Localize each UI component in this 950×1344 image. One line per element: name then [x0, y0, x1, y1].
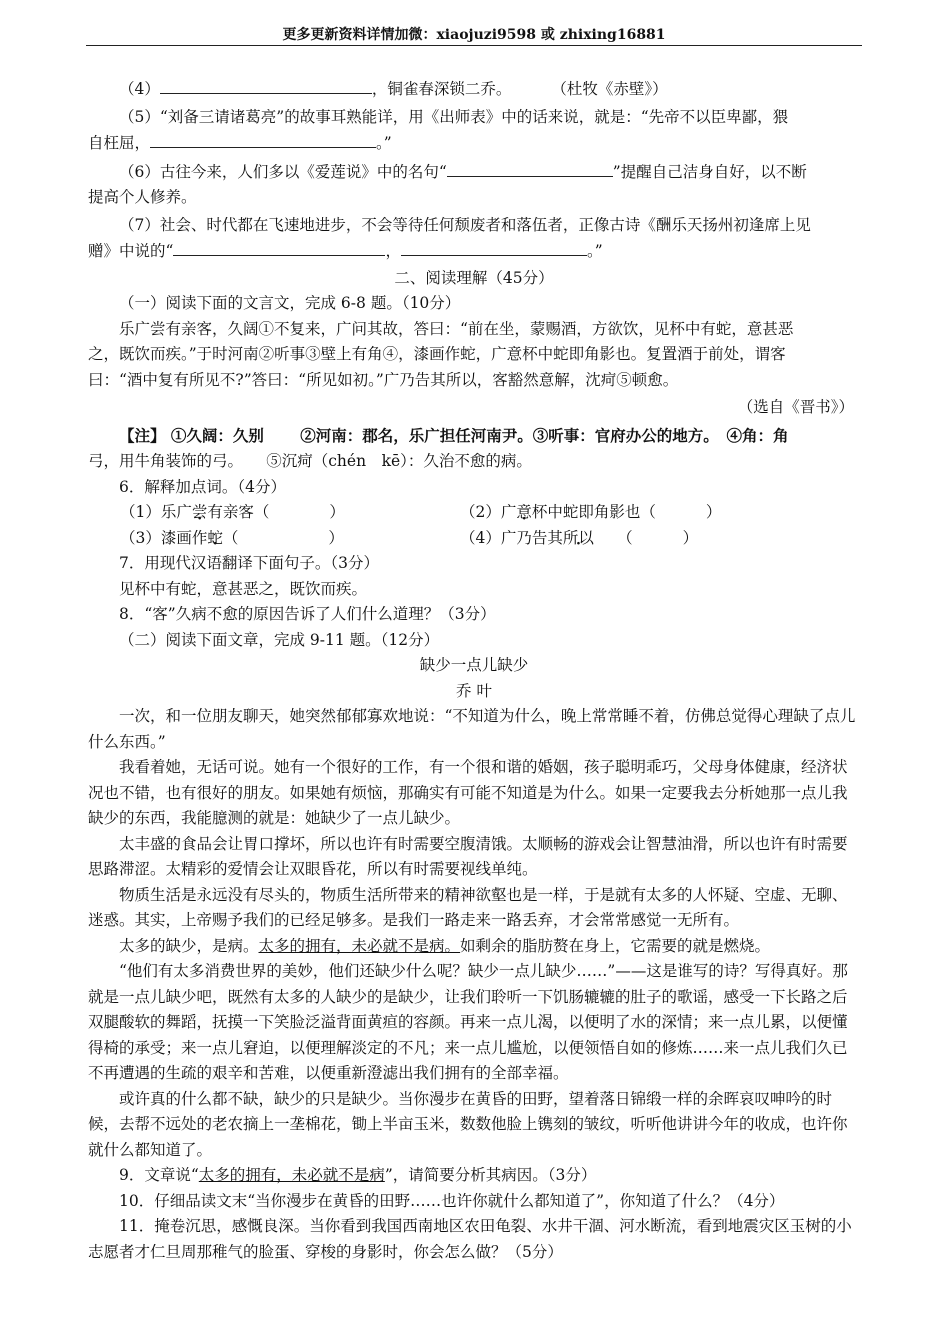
q7-end: 。”: [586, 242, 603, 260]
answer-blank[interactable]: [401, 238, 587, 256]
notes: [88, 423, 860, 450]
q4-line: ，铜雀春深锁二乔。: [371, 80, 512, 98]
question-5: [88, 105, 860, 131]
q4-number: （4）: [119, 80, 160, 98]
answer-blank[interactable]: [173, 238, 385, 256]
question-6: [88, 159, 860, 186]
q6-item-3: （3）漆画作蛇（ ）: [120, 528, 344, 547]
q7-title: 7．用现代汉语翻译下面句子。（3分）: [119, 554, 379, 572]
question-7-cont: [88, 238, 860, 265]
article-paragraph: 太多的缺少，是病。太多的拥有，未必就不是病。如剩余的脂肪赘在身上，它需要的就是燃烧。: [119, 936, 771, 955]
q6-row: [88, 500, 860, 526]
q10: 10．仔细品读文末“当你漫步在黄昏的田野……也许你就什么都知道了”，你知道了什么？（4分）: [119, 1191, 785, 1210]
q6-text: （6）古往今来，人们多以《爱莲说》中的名句“: [119, 162, 447, 181]
underlined-quote: 太多的拥有，未必就不是病: [198, 1166, 385, 1184]
part2-title: （二）阅读下面文章，完成 9-11 题。（12分）: [119, 630, 440, 649]
q7-sentence: 见杯中有蛇，意甚恶之，既饮而疾。: [119, 579, 368, 598]
question-4: [88, 76, 860, 103]
q11: 11．掩卷沉思，感慨良深。当你看到我国西南地区农田龟裂、水井干涸、河水断流，看到地震灾区玉树的小志愿者才仁旦周那稚气的脸蛋、穿梭的身影时，你会怎么做？（5分）: [88, 1217, 852, 1261]
section-title: 二、阅读理解（45分）: [394, 268, 554, 287]
q8: 8．“客”久病不愈的原因告诉了人们什么道理？（3分）: [119, 605, 496, 623]
q5-text-c: 。”: [376, 134, 392, 152]
q6-item-1: （1）乐广尝有亲客（ ）: [120, 503, 345, 521]
question-6-cont: 提高个人修养。: [88, 188, 197, 206]
exam-page: [88, 76, 860, 1265]
header-rule: [86, 45, 862, 46]
answer-blank[interactable]: [160, 76, 372, 94]
q5-text-b: 自枉屈，: [88, 134, 151, 152]
q7-text-b: 赠》中说的“: [88, 242, 174, 260]
article-paragraph: 或许真的什么都不缺，缺少的只是缺少。当你漫步在黄昏的田野，望着落日锦缎一样的余晖哀叹呻吟的时候，去帮不远处的老农摘上一垄棉花，锄上半亩玉米，数数他脸上镌刻的皱纹，听听他讲讲今年的收成，也许你就什么都知道了。: [88, 1089, 848, 1159]
q7-text: （7）社会、时代都在飞速地进步，不会等待任何颓废者和落伍者，正像古诗《酬乐天扬州初逢席上见: [119, 215, 811, 234]
article-paragraph: 物质生活是永远没有尽头的，物质生活所带来的精神欲壑也是一样，于是就有太多的人怀疑、空虚、无聊、迷惑。其实，上帝赐予我们的已经足够多。是我们一路走来一路丢弃，才会常常感觉一无所有。: [88, 885, 848, 929]
article-author: 乔 叶: [456, 681, 492, 700]
dotted-word: 所以: [562, 528, 594, 547]
q9: 9．文章说“太多的拥有，未必就不是病”，请简要分析其病因。（3分）: [119, 1166, 597, 1184]
q6-text-b: ”提醒自己洁身自好，以不断: [612, 162, 807, 181]
question-7: [88, 213, 860, 239]
article-paragraph: 一次，和一位朋友聊天，她突然郁郁寡欢地说：“不知道为什么，晚上常常睡不着，仿佛总觉得心理缺了点儿什么东西。”: [88, 707, 856, 751]
q5-text: （5）“刘备三请诸葛亮”的故事耳熟能详，用《出师表》中的话来说，就是：“先帝不以臣卑鄙，猥: [119, 107, 789, 126]
answer-blank[interactable]: [447, 159, 613, 177]
classical-passage-line: 乐广尝有亲客，久阔①不复来，广问其故，答曰：“前在坐，蒙赐酒，方欲饮，见杯中有蛇，意甚恶: [119, 319, 794, 338]
classical-passage-line: 之，既饮而疾。”于时河南②听事③壁上有角④，漆画作蛇，广意杯中蛇即角影也。复置酒于前处，谓客: [88, 345, 786, 363]
notes-cont: 弓，用牛角装饰的弓。 ⑤沉疴（chén kē）：久治不愈的病。: [88, 452, 532, 470]
passage-source: （选自《晋书》）: [737, 398, 854, 416]
q6-title: 6．解释加点词。（4分）: [119, 477, 286, 496]
q6-row: [88, 526, 860, 552]
article-title: 缺少一点儿缺少: [419, 656, 529, 674]
q7-comma: ，: [385, 242, 401, 260]
page-header: 更多更新资料详情加微：xiaojuzi9598 或 zhixing16881: [282, 27, 666, 43]
q6-item-2: （2）广意杯中蛇即角影也（ ）: [460, 503, 722, 521]
article-paragraph: 太丰盛的食品会让胃口撑坏，所以也许有时需要空腹清饿。太顺畅的游戏会让智慧油滑，所以也许有时需要思路滞涩。太精彩的爱情会让双眼昏花，所以有时需要视线单纯。: [88, 834, 848, 878]
part1-title: （一）阅读下面的文言文，完成 6-8 题。（10分）: [119, 294, 461, 312]
underlined-sentence: 太多的拥有，未必就不是病。: [258, 936, 461, 955]
q6-item-4: （4）广乃告其所以 （ ）: [460, 528, 699, 547]
classical-passage-line: 曰：“酒中复有所见不?”答曰：“所见如初。”广乃告其所以，客豁然意解，沈疴⑤顿愈。: [88, 370, 679, 389]
q4-source: （杜牧《赤壁》）: [551, 80, 668, 98]
dotted-word: 意: [516, 503, 532, 521]
dotted-word: 尝: [191, 503, 208, 521]
dotted-word: 蛇: [207, 528, 223, 547]
article-paragraph: “他们有太多消费世界的美妙，他们还缺少什么呢？缺少一点儿缺少……”——这是谁写的诗？写得真好。那就是一点儿缺少吧，既然有太多的人缺少的是缺少，让我们聆听一下饥肠辘辘的肚子的歌谣，感受一下长路之后双腿酸软的舞蹈，抚摸一下笑脸泛溢背面黄疸的容颜。再来一点儿渴，以便明了水的深情；来一点儿累，以便懂得椅的承受；来一点儿窘迫，以便理解淡定的不凡；来一点儿尴尬，以便领悟自如的修炼……来一点儿我们久已不再遭遇的生疏的艰辛和苦难，以便重新澄滤出我们拥有的全部幸福。: [88, 962, 848, 1082]
answer-blank[interactable]: [150, 130, 376, 148]
notes-line: 【注】 ①久阔：久别 ②河南：郡名，乐广担任河南尹。③听事：官府办公的地方。 ④角：角: [119, 425, 789, 445]
question-5-cont: [88, 130, 860, 157]
article-paragraph: 我看着她，无话可说。她有一个很好的工作，有一个很和谐的婚姻，孩子聪明乖巧，父母身体健康，经济状况也不错，也有很好的朋友。如果她有烦恼，那确实有可能不知道是为什么。如果一定要我去分析她那一点儿我缺少的东西，我能臆测的就是：她缺少了一点儿缺少。: [88, 758, 848, 827]
